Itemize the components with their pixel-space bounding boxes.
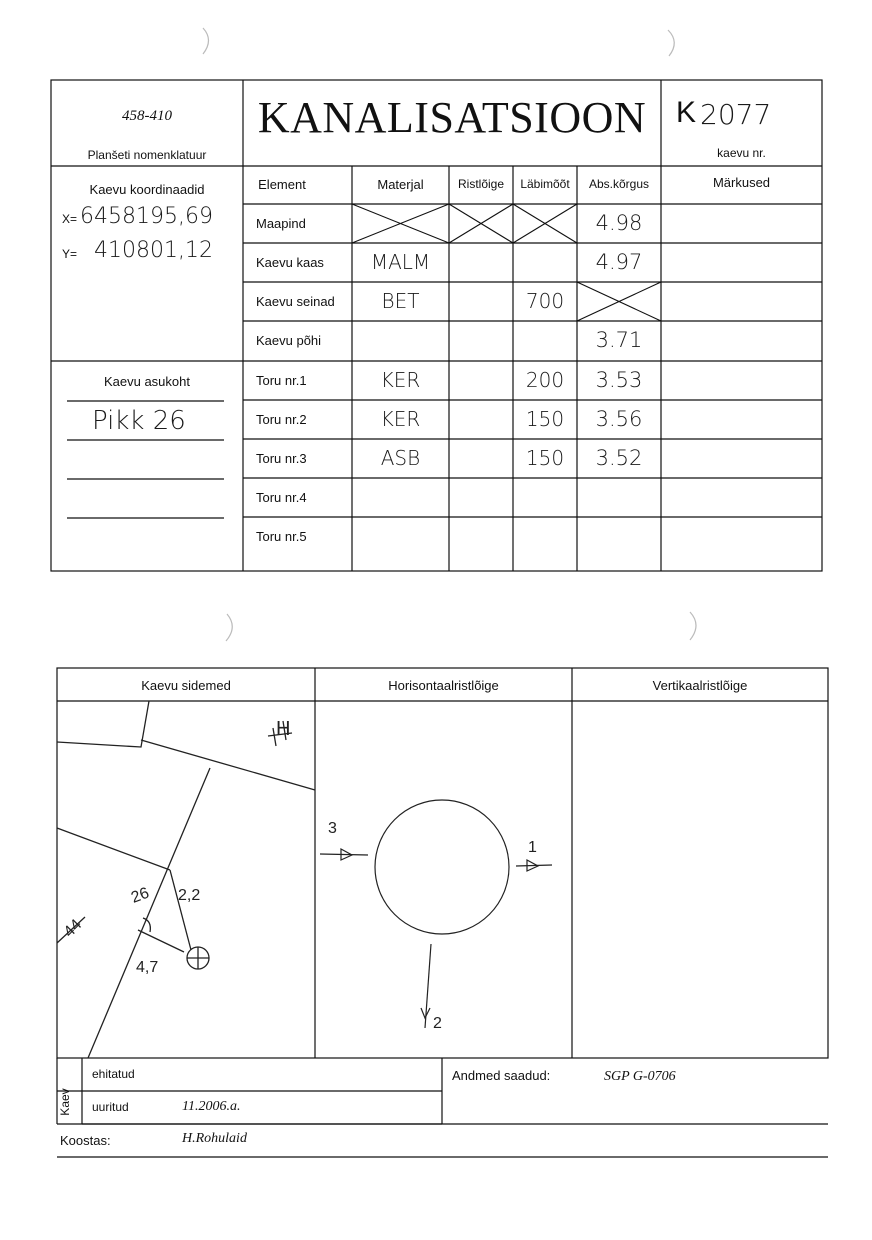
row-material-value: KER bbox=[380, 407, 421, 431]
panel-header-horizontal: Horisontaalristlõige bbox=[388, 678, 499, 693]
distance-a-label: 2,2 bbox=[178, 887, 201, 904]
row-height-value bbox=[577, 517, 661, 556]
row-element-label: Toru nr.4 bbox=[256, 490, 307, 505]
col-header-element: Element bbox=[258, 177, 306, 192]
row-element-label: Toru nr.2 bbox=[256, 412, 307, 427]
row-diameter-value bbox=[513, 478, 577, 517]
coord-x-prefix: X= bbox=[62, 212, 78, 226]
col-header-height: Abs.kõrgus bbox=[588, 177, 650, 191]
row-diameter-value: 200 bbox=[525, 368, 565, 392]
side-label-kaev: Kaev bbox=[58, 1088, 72, 1116]
pipe-label-2: 2 bbox=[433, 1015, 442, 1032]
row-element-label: Maapind bbox=[256, 216, 306, 231]
row-diameter-value bbox=[513, 321, 577, 360]
row-material-value: BET bbox=[381, 289, 420, 313]
row-height-value: 3.56 bbox=[595, 407, 643, 431]
nomenclature-value: 458-410 bbox=[122, 108, 172, 124]
row-material-value bbox=[352, 478, 449, 517]
compiled-value: H.Rohulaid bbox=[182, 1131, 247, 1146]
row-diameter-value bbox=[513, 204, 577, 243]
data-source-label: Andmed saadud: bbox=[452, 1068, 551, 1083]
distance-b-label: 4,7 bbox=[136, 959, 159, 976]
row-height-value: 3.52 bbox=[595, 446, 643, 470]
row-diameter-value: 150 bbox=[525, 407, 565, 431]
row-diameter-value: 700 bbox=[525, 289, 565, 313]
well-number-value: 2077 bbox=[700, 98, 772, 131]
coord-x-value: 6458195,69 bbox=[80, 204, 213, 229]
row-height-value: 4.98 bbox=[595, 211, 643, 235]
row-height-value: 4.97 bbox=[595, 250, 643, 274]
row-height-value bbox=[577, 478, 661, 517]
well-number-prefix: K bbox=[676, 96, 697, 129]
row-height-value bbox=[577, 282, 661, 321]
row-element-label: Kaevu põhi bbox=[256, 333, 322, 348]
row-diameter-value bbox=[513, 517, 577, 556]
bottom-form-grid bbox=[0, 600, 872, 1240]
col-header-notes: Märkused bbox=[712, 175, 771, 190]
row-diameter-value bbox=[513, 243, 577, 282]
row-material-value bbox=[352, 204, 449, 243]
row-height-value: 3.53 bbox=[595, 368, 643, 392]
compiled-label: Koostas: bbox=[60, 1133, 111, 1148]
street-mark-2: 44 bbox=[60, 916, 86, 941]
row-material-value bbox=[352, 517, 449, 556]
row-material-value: KER bbox=[380, 368, 421, 392]
location-label: Kaevu asukoht bbox=[103, 374, 190, 389]
data-source-value: SGP G-0706 bbox=[604, 1069, 676, 1084]
panel-header-vertical: Vertikaalristlõige bbox=[652, 678, 748, 693]
street-mark-1: 26 bbox=[128, 884, 152, 907]
well-circle bbox=[375, 800, 509, 934]
row-element-label: Kaevu kaas bbox=[256, 255, 324, 270]
coord-y-value: 410801,12 bbox=[94, 238, 213, 263]
row-element-label: Toru nr.1 bbox=[256, 373, 307, 388]
form-title: KANALISATSIOON bbox=[257, 93, 647, 142]
well-number-label: kaevu nr. bbox=[717, 146, 766, 160]
row-diameter-value: 150 bbox=[525, 446, 565, 470]
site-sketch bbox=[57, 701, 315, 1058]
pipe-label-1: 1 bbox=[528, 839, 537, 856]
row-element-label: Kaevu seinad bbox=[256, 294, 335, 309]
col-header-diameter: Läbimõõt bbox=[520, 177, 570, 191]
row-element-label: Toru nr.3 bbox=[256, 451, 307, 466]
location-value: Pikk 26 bbox=[92, 406, 186, 436]
coordinates-label: Kaevu koordinaadid bbox=[89, 182, 205, 197]
row-material-value: ASB bbox=[380, 446, 421, 470]
surveyed-value: 11.2006.a. bbox=[182, 1099, 241, 1114]
h-mark: H bbox=[276, 718, 291, 740]
row-material-value: MALM bbox=[370, 250, 431, 274]
row-element-label: Toru nr.5 bbox=[256, 529, 307, 544]
surveyed-label: uuritud bbox=[92, 1100, 129, 1114]
coord-y-prefix: Y= bbox=[62, 247, 78, 261]
pipe-label-3: 3 bbox=[328, 820, 337, 837]
col-header-material: Materjal bbox=[377, 177, 424, 192]
row-material-value bbox=[352, 321, 449, 360]
horizontal-section-drawing bbox=[320, 800, 552, 1028]
col-header-section: Ristlõige bbox=[457, 177, 505, 191]
row-height-value: 3.71 bbox=[595, 328, 643, 352]
nomenclature-label: Planšeti nomenklatuur bbox=[87, 148, 207, 162]
panel-header-sidemed: Kaevu sidemed bbox=[141, 678, 231, 693]
built-label: ehitatud bbox=[92, 1067, 135, 1081]
